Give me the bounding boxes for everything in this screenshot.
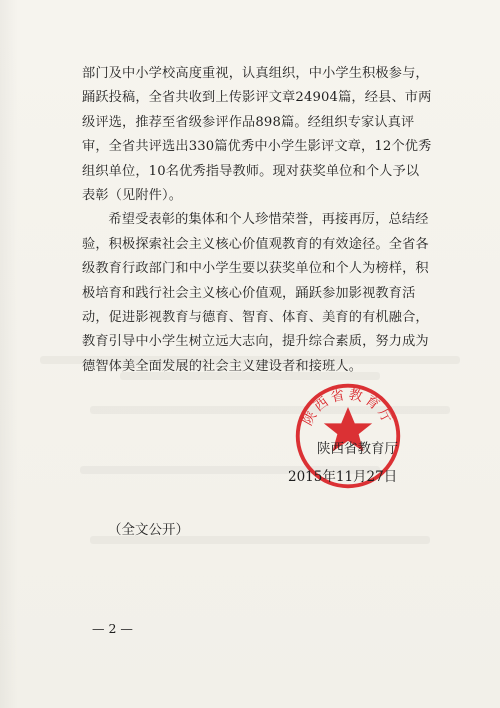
- document-body: [82, 62, 432, 379]
- paragraph-1: 部门及中小学校高度重视，认真组织，中小学生积极参与，踊跃投稿，全省共收到上传影评文章24904篇，经县、市两级评选，推荐至省级参评作品898篇。经组织专家认真评审，全省共评选出330篇优秀中小学生影评文章，12个优秀组织单位，10名优秀指导教师。现对获奖单位和个人予以表彰（见附件）。: [82, 66, 432, 204]
- page-number: — 2 —: [92, 621, 133, 636]
- issuing-authority: 陕西省教育厅: [317, 441, 398, 457]
- document-date: 2015年11月27日: [288, 469, 398, 485]
- paragraph-2: 希望受表彰的集体和个人珍惜荣誉，再接再厉，总结经验，积极探索社会主义核心价值观教育的有效途径。全省各级教育行政部门和中小学生要以获奖单位和个人为榜样，积极培育和践行社会主义核心价值观，踊跃参加影视教育活动，促进影视教育与德育、智育、体育、美育的有机融合，教育引导中小学生树立远大志向，提升综合素质，努力成为德智体美全面发展的社会主义建设者和接班人。: [82, 212, 429, 374]
- public-note: （全文公开）: [108, 522, 189, 538]
- seal-text: 陕西省教育厅: [299, 386, 397, 429]
